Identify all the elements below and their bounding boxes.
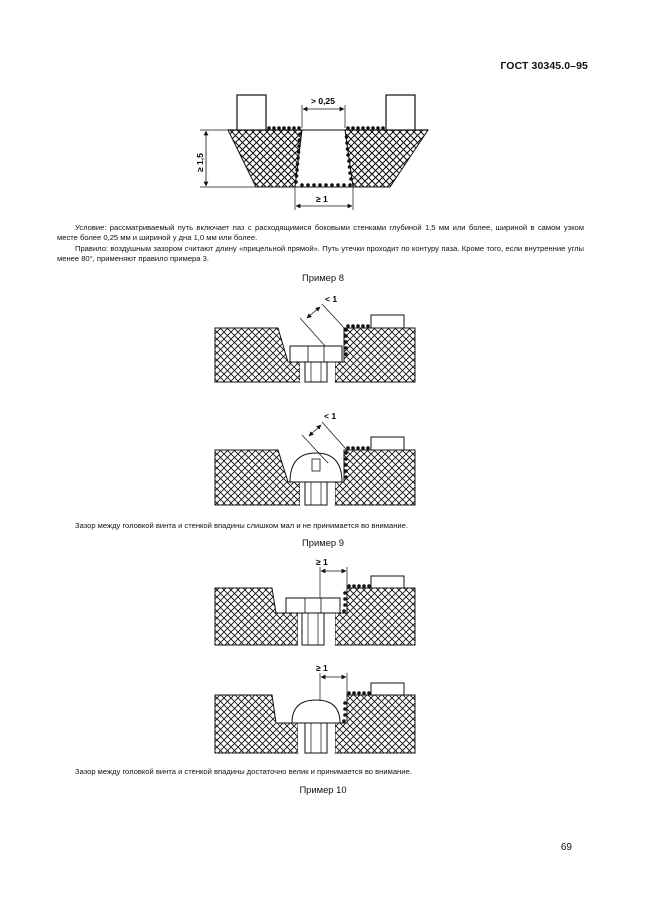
conductor-right — [386, 95, 415, 130]
screw-shank — [305, 723, 327, 753]
caption-example-9: Пример 9 — [302, 537, 344, 548]
rule-paragraph: Правило: воздушным зазором считают длину «прицельной прямой». Путь утечки проходит по контуру паза. Кроме того, если внутренние углы менее 80°, применяют правило примера 3. — [57, 244, 584, 264]
condition-paragraph: Условие: рассматриваемый путь включает паз с расходящимися боковыми стенками глубиной 1,5 мм или более, шириной в самом узком месте более 0,25 мм и шириной у дна 1,0 мм или более. — [57, 223, 584, 243]
example-9-note: Зазор между головкой винта и стенкой впадины достаточно велик и принимается во внимание. — [75, 767, 412, 776]
dim-less-1: < 1 — [325, 294, 338, 304]
conductor — [371, 315, 404, 328]
figure-example-8a — [210, 290, 420, 390]
conductor — [371, 576, 404, 588]
caption-example-8: Пример 8 — [302, 272, 344, 283]
figure-diverging-groove — [190, 90, 440, 215]
dim-ge-1: ≥ 1 — [316, 663, 328, 673]
dim-less-1: < 1 — [324, 411, 337, 421]
figure-example-9b — [210, 663, 420, 763]
conductor — [371, 683, 404, 695]
conductor-left — [237, 95, 266, 130]
standard-header: ГОСТ 30345.0–95 — [500, 60, 588, 72]
dim-width-top: > 0,25 — [311, 96, 335, 106]
dim-depth: ≥ 1,5 — [195, 153, 205, 172]
dim-width-bottom: ≥ 1 — [316, 194, 328, 204]
screw-head — [286, 598, 340, 613]
screw-head — [290, 346, 342, 362]
page-number: 69 — [560, 842, 572, 853]
conductor — [371, 437, 404, 450]
screw-shank — [305, 482, 327, 505]
screw-head-dome — [292, 700, 340, 723]
example-8-note: Зазор между головкой винта и стенкой впадины слишком мал и не принимается во внимание. — [75, 521, 408, 530]
caption-example-10: Пример 10 — [299, 784, 347, 795]
screw-shank — [302, 613, 324, 645]
dim-ge-1: ≥ 1 — [316, 557, 328, 567]
screw-shank — [305, 362, 327, 382]
figure-example-9a — [210, 555, 420, 655]
figure-example-8b — [210, 405, 420, 510]
